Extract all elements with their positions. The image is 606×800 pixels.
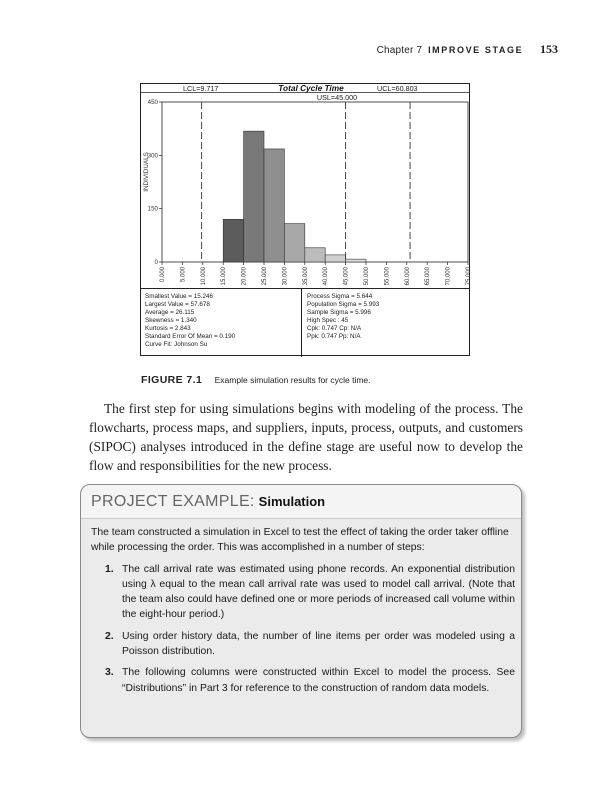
y-tick-label: 0: [154, 259, 158, 266]
x-tick-label: 55.000: [384, 267, 391, 286]
figure-caption: [141, 370, 371, 388]
stat-process-sigma: Process Sigma = 5.644: [307, 293, 373, 300]
plot-area: [162, 102, 468, 262]
histogram-bar: [264, 149, 284, 262]
project-example-body: [91, 525, 515, 702]
x-tick-label: 40.000: [323, 267, 330, 286]
step-number: 1.: [105, 563, 114, 575]
usl-label: USL=45.000: [316, 93, 358, 102]
stat-standard-error: Standard Error Of Mean = 0.190: [145, 333, 236, 340]
histogram-bar: [284, 224, 304, 262]
x-tick-label: 20.000: [241, 267, 248, 286]
stat-smallest-value: Smallest Value = 15.246: [145, 293, 213, 300]
stats-left-column: [145, 293, 235, 349]
page-number: 153: [540, 42, 558, 56]
x-tick-label: 0.000: [160, 267, 166, 283]
histogram-bar: [325, 255, 345, 262]
chart-title: Total Cycle Time: [278, 83, 344, 93]
histogram-bar: [244, 131, 264, 262]
project-example-intro: The team constructed a simulation in Excel to test the effect of taking the order taker offline while processing the order. This was accomplished in a number of steps:: [91, 527, 509, 554]
histogram-bar: [305, 248, 325, 262]
project-example-title: Simulation: [258, 494, 326, 509]
x-tick-label: 70.000: [445, 267, 452, 286]
section-label: IMPROVE STAGE: [428, 45, 524, 55]
chapter-label: Chapter 7: [376, 45, 423, 56]
x-tick-label: 45.000: [343, 267, 350, 286]
y-axis-label: INDIVIDUALS: [143, 152, 150, 192]
lcl-label: LCL=9.717: [183, 84, 219, 93]
x-tick-label: 75.000: [466, 267, 472, 286]
figure-number: FIGURE 7.1: [141, 374, 203, 386]
y-tick-label: 450: [147, 99, 158, 106]
y-tick-label: 300: [147, 152, 158, 160]
stats-divider: [301, 289, 302, 357]
project-example-header: [81, 485, 521, 519]
step-text: The call arrival rate was estimated using phone records. An exponential distribution using λ equal to the mean call arrival rate was used to model call arrival. (Note that the team also could have defined one or more periods of increased call volume within the eight-hour period.): [122, 563, 515, 621]
stat-sample-sigma: Sample Sigma = 5.996: [307, 309, 371, 316]
stat-population-sigma: Population Sigma = 5.993: [307, 301, 380, 308]
x-tick-label: 5.000: [180, 267, 187, 283]
x-tick-label: 50.000: [364, 267, 370, 286]
step-text: Using order history data, the number of line items per order was modeled using a Poisson distribution.: [122, 630, 515, 658]
x-tick-label: 60.000: [404, 267, 411, 286]
x-tick-label: 15.000: [221, 267, 228, 286]
histogram-chart: [141, 83, 472, 288]
ucl-label: UCL=60.803: [377, 84, 418, 93]
stat-largest-value: Largest Value = 57.678: [145, 301, 210, 308]
step-item: [91, 665, 515, 696]
x-tick-label: 10.000: [200, 267, 207, 286]
stat-curve-fit: Curve Fit: Johnson Su: [145, 341, 208, 348]
figure-caption-text: Example simulation results for cycle time.: [214, 375, 371, 385]
step-number: 2.: [105, 630, 114, 642]
stat-high-spec: High Spec : 45: [307, 317, 349, 324]
x-tick-label: 35.000: [302, 267, 309, 286]
stat-skewness: Skewness = 1.340: [145, 317, 197, 324]
step-item: [91, 562, 515, 623]
x-tick-label: 30.000: [282, 267, 289, 286]
running-header: [377, 42, 558, 57]
project-example-box: [80, 484, 522, 738]
stat-kurtosis: Kurtosis = 2.843: [145, 325, 191, 332]
step-number: 3.: [105, 667, 114, 679]
histogram-bar: [346, 259, 366, 262]
project-example-steps: [91, 562, 515, 696]
stat-average: Average = 26.115: [145, 309, 195, 316]
statistics-panel: [141, 288, 469, 356]
x-tick-label: 25.000: [262, 267, 268, 286]
y-tick-label: 150: [147, 205, 158, 213]
body-paragraph: The first step for using simulations begins with modeling of the process. The flowcharts, process maps, and suppliers, inputs, process, outputs, and customers (SIPOC) analyses introduced in the define stage are useful now to develop the flow and responsibilities for the new process.: [89, 401, 523, 473]
step-item: [91, 629, 515, 660]
step-text: The following columns were constructed within Excel to model the process. See “Distributions” in Part 3 for reference to the construction of random data models.: [122, 667, 515, 694]
stats-right-column: [307, 293, 379, 341]
histogram-bar: [223, 219, 243, 262]
stat-cpk-cp: Cpk: 0.747 Cp: N/A: [307, 325, 362, 332]
simulation-figure: [140, 83, 470, 356]
x-tick-label: 65.000: [425, 267, 432, 286]
project-example-lead: PROJECT EXAMPLE:: [91, 493, 255, 510]
stat-ppk-pp: Ppk: 0.747 Pp: N/A: [307, 333, 361, 340]
